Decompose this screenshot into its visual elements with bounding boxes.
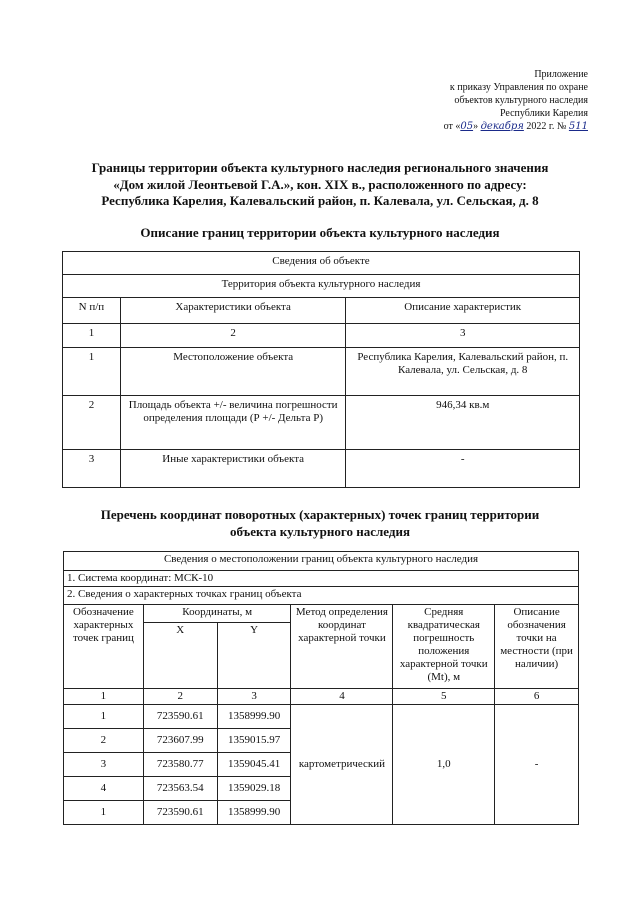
section2-title-line: Перечень координат поворотных (характерных) точек границ территории xyxy=(100,507,540,522)
section1-title: Описание границ территории объекта культурного наследия xyxy=(140,225,500,240)
point-y: 1358999.90 xyxy=(217,801,291,825)
row-characteristic: Площадь объекта +/- величина погрешности определения площади (Р +/- Дельта Р) xyxy=(120,396,346,450)
row-description: - xyxy=(346,450,580,488)
main-title-line: Республика Карелия, Калевальский район, п. Калевала, ул. Сельская, д. 8 xyxy=(101,193,539,208)
table1-header2: Территория объекта культурного наследия xyxy=(63,275,580,298)
col-header-error: Средняя квадратическая погрешность положения характерной точки (Mt), м xyxy=(393,605,495,689)
appendix-date: от «05» декабря 2022 г. № 511 xyxy=(443,121,588,132)
table1-header1: Сведения об объекте xyxy=(63,252,580,275)
table-row xyxy=(64,705,579,729)
index-cell: 1 xyxy=(63,324,121,348)
index-cell: 5 xyxy=(393,689,495,705)
col-header-designation: Обозначение характерных точек границ xyxy=(64,605,144,689)
appendix-line: Приложение xyxy=(534,69,588,80)
row-number: 3 xyxy=(63,450,121,488)
index-cell: 3 xyxy=(346,324,580,348)
object-info-table xyxy=(62,251,580,488)
point-x: 723590.61 xyxy=(143,705,217,729)
row-description: 946,34 кв.м xyxy=(346,396,580,450)
row-number: 1 xyxy=(63,348,121,396)
table-row xyxy=(63,348,580,396)
point-id: 4 xyxy=(64,777,144,801)
points-info: 2. Сведения о характерных точках границ объекта xyxy=(64,587,579,605)
index-cell: 4 xyxy=(291,689,393,705)
point-y: 1359029.18 xyxy=(217,777,291,801)
col-header-char: Характеристики объекта xyxy=(120,298,346,324)
index-cell: 2 xyxy=(120,324,346,348)
handwritten-day: 05 xyxy=(460,121,474,132)
appendix-line: к приказу Управления по охране xyxy=(449,82,588,93)
point-x: 723590.61 xyxy=(143,801,217,825)
handwritten-number: 511 xyxy=(568,121,588,132)
section2-title-line: объекта культурного наследия xyxy=(230,523,410,539)
col-header-x: X xyxy=(143,623,217,689)
appendix-block xyxy=(328,68,588,133)
point-y: 1359045.41 xyxy=(217,753,291,777)
appendix-line: Республики Карелия xyxy=(499,108,588,119)
section2-title xyxy=(60,507,580,540)
appendix-line: объектов культурного наследия xyxy=(454,95,588,106)
col-header-y: Y xyxy=(217,623,291,689)
handwritten-month: декабря xyxy=(480,121,524,132)
main-title-line: Границы территории объекта культурного наследия регионального значения xyxy=(91,160,549,175)
coordinates-table xyxy=(63,551,579,825)
row-characteristic: Иные характеристики объекта xyxy=(120,450,346,488)
table-row xyxy=(63,450,580,488)
col-header-method: Метод определения координат характерной точки xyxy=(291,605,393,689)
col-header-coords: Координаты, м xyxy=(143,605,291,623)
table2-header: Сведения о местоположении границ объекта культурного наследия xyxy=(64,552,579,571)
index-cell: 6 xyxy=(495,689,579,705)
error-cell: 1,0 xyxy=(393,705,495,825)
point-id: 1 xyxy=(64,801,144,825)
coordinate-system: 1. Система координат: МСК-10 xyxy=(64,571,579,587)
point-x: 723607.99 xyxy=(143,729,217,753)
point-id: 1 xyxy=(64,705,144,729)
table-row xyxy=(63,396,580,450)
point-x: 723563.54 xyxy=(143,777,217,801)
row-number: 2 xyxy=(63,396,121,450)
point-y: 1359015.97 xyxy=(217,729,291,753)
method-cell: картометрический xyxy=(291,705,393,825)
col-header-num: N п/п xyxy=(63,298,121,324)
main-title xyxy=(60,160,580,210)
main-title-line: «Дом жилой Леонтьевой Г.А.», кон. XIX в., расположенного по адресу: xyxy=(113,176,527,192)
index-cell: 1 xyxy=(64,689,144,705)
col-header-desc: Описание характеристик xyxy=(346,298,580,324)
point-y: 1358999.90 xyxy=(217,705,291,729)
row-description: Республика Карелия, Калевальский район, п. Калевала, ул. Сельская, д. 8 xyxy=(346,348,580,396)
col-header-description: Описание обозначения точки на местности (при наличии) xyxy=(495,605,579,689)
point-x: 723580.77 xyxy=(143,753,217,777)
row-characteristic: Местоположение объекта xyxy=(120,348,346,396)
description-cell: - xyxy=(495,705,579,825)
index-cell: 3 xyxy=(217,689,291,705)
point-id: 3 xyxy=(64,753,144,777)
index-cell: 2 xyxy=(143,689,217,705)
point-id: 2 xyxy=(64,729,144,753)
